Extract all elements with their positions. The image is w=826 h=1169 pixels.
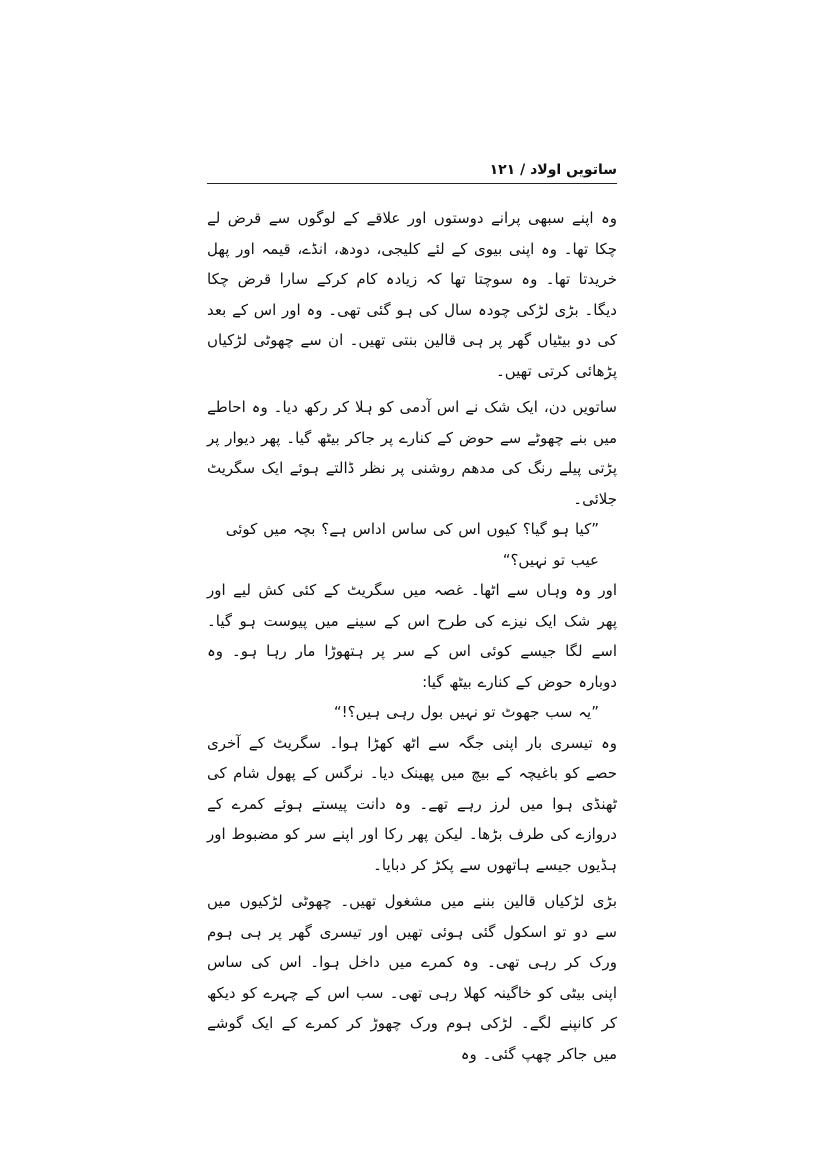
paragraph-4: وہ تیسری بار اپنی جگہ سے اٹھ کھڑا ہوا۔ سگریٹ کے آخری حصے کو باغیچہ کے بیچ میں پھینک دیا۔ نرگس کے پھول شام کی ٹھنڈی ہوا میں لرز رہے تھے۔ وہ دانت پیستے ہوئے کمرے کے دروازے کی طرف بڑھا۔ لیکن پھر رکا اور اپنے سر کو مضبوط اور ہڈیوں جیسے ہاتھوں سے پکڑ کر دبایا۔: [207, 733, 617, 874]
header-rule: [207, 183, 617, 184]
paragraph-2: ساتویں دن، ایک شک نے اس آدمی کو ہلا کر رکھ دیا۔ وہ احاطے میں بنے چھوٹے سے حوض کے کنارے پر جاکر بیٹھ گیا۔ پھر دیوار پر پڑتی پیلے رنگ کی مدھم روشنی پر نظر ڈالتے ہوئے ایک سگریٹ جلائی۔: [207, 398, 617, 508]
paragraph-1: وہ اپنے سبھی پرانے دوستوں اور علاقے کے لوگوں سے قرض لے چکا تھا۔ وہ اپنی بیوی کے لئے کلیجی، دودھ، انڈے، قیمہ اور پھل خریدتا تھا۔ وہ سوچتا تھا کہ زیادہ کام کرکے سارا قرض چکا دیگا۔ بڑی لڑکی چودہ سال کی ہو گئی تھی۔ وہ اور اس کے بعد کی دو بیٹیاں گھر پر ہی قالین بنتی تھیں۔ ان سے چھوٹی لڑکیاں پڑھائی کرتی تھیں۔: [207, 209, 617, 380]
body-text: [207, 203, 617, 1069]
paragraph-5: بڑی لڑکیاں قالین بننے میں مشغول تھیں۔ چھوٹی لڑکیوں میں سے دو تو اسکول گئی ہوئی تھیں اور تیسری گھر پر ہی ہوم ورک کر رہی تھی۔ وہ کمرے میں داخل ہوا۔ اس کی ساس اپنی بیٹی کو خاگینہ کھلا رہی تھی۔ سب اس کے چہرے کو دیکھ کر کانپنے لگے۔ لڑکی ہوم ورک چھوڑ کر کمرے کے ایک گوشے میں جاکر چھپ گئی۔ وہ: [207, 892, 617, 1063]
running-header: ساتویں اولاد / ۱۲۱: [489, 162, 617, 178]
quote-1: ”کیا ہو گیا؟ کیوں اس کی ساس اداس ہے؟ بچہ میں کوئی عیب تو نہیں؟“: [225, 520, 599, 569]
quote-2: ”یہ سب جھوٹ تو نہیں بول رہی ہیں؟!“: [333, 703, 599, 721]
paragraph-3: اور وہ وہاں سے اٹھا۔ غصہ میں سگریٹ کے کئی کش لیے اور پھر شک ایک نیزے کی طرح اس کے سینے میں پیوست ہو گیا۔ اسے لگا جیسے کوئی اس کے سر پر ہتھوڑا مار رہا ہو۔ وہ دوبارہ حوض کے کنارے بیٹھ گیا:: [207, 581, 617, 691]
